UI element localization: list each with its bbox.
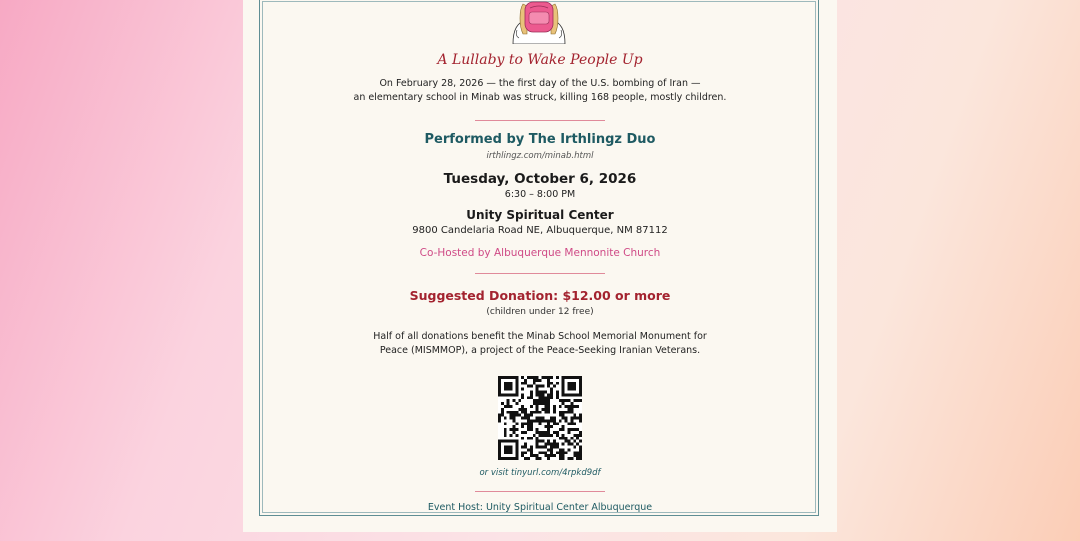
performer-heading: Performed by The Irthlingz Duo — [424, 132, 656, 147]
flyer — [243, 0, 837, 532]
divider-3 — [475, 491, 605, 492]
qr-code-icon[interactable] — [498, 376, 582, 460]
performer-url[interactable]: irthlingz.com/minab.html — [486, 151, 594, 161]
benefit-text — [243, 330, 837, 358]
intro-line-2: an elementary school in Minab was struck, killing 168 people, mostly children. — [353, 92, 727, 103]
event-date: Tuesday, October 6, 2026 — [443, 171, 637, 187]
divider-2 — [475, 273, 605, 274]
benefit-line-2: Peace (MISMMOP), a project of the Peace-Seeking Iranian Veterans. — [379, 345, 701, 356]
children-note: (children under 12 free) — [486, 307, 594, 317]
donation-heading: Suggested Donation: $12.00 or more — [409, 288, 671, 303]
venue-address: 9800 Candelaria Road NE, Albuquerque, NM 87112 — [412, 225, 668, 236]
event-time: 6:30 – 8:00 PM — [504, 189, 576, 200]
benefit-line-1: Half of all donations benefit the Minab School Memorial Monument for — [373, 331, 707, 342]
visit-link[interactable]: or visit tinyurl.com/4rpkd9df — [479, 468, 601, 478]
intro-text — [243, 77, 837, 105]
event-title: A Lullaby to Wake People Up — [437, 52, 643, 68]
child-backpack-illustration — [503, 0, 575, 44]
intro-line-1: On February 28, 2026 — the first day of the U.S. bombing of Iran — — [379, 78, 701, 89]
divider-1 — [475, 120, 605, 121]
event-host: Event Host: Unity Spiritual Center Albuquerque — [427, 502, 653, 513]
cohost-text: Co-Hosted by Albuquerque Mennonite Church — [419, 247, 661, 259]
venue-name: Unity Spiritual Center — [466, 208, 614, 222]
